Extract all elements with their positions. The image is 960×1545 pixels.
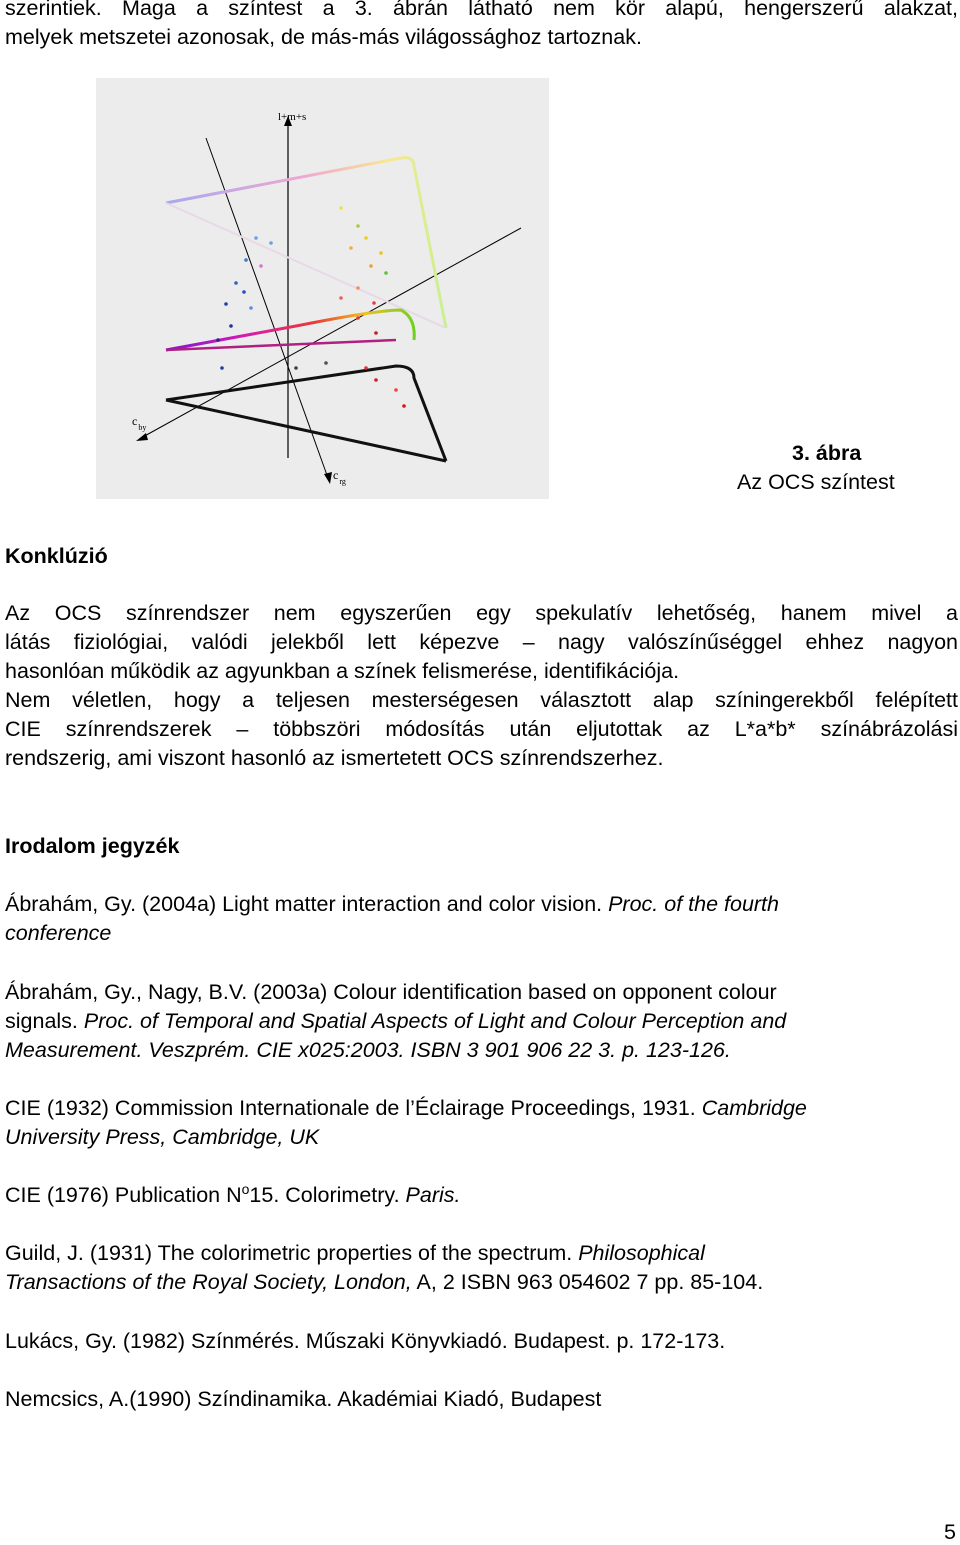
reference-1-line-1: Ábrahám, Gy. (2004a) Light matter interaction and color vision. Proc. of the fourth <box>5 892 779 916</box>
cby-axis-label: $c_{by}$ <box>132 414 147 432</box>
reference-2-line-3: Measurement. Veszprém. CIE x025:2003. ISBN 3 901 906 22 3. p. 123-126. <box>5 1038 731 1062</box>
intro-line-2: melyek metszetei azonosak, de más-más világossághoz tartoznak. <box>5 25 642 49</box>
reference-5-line-1: Guild, J. (1931) The colorimetric properties of the spectrum. Philosophical <box>5 1241 705 1265</box>
conclusion-line-3: hasonlóan működik az agyunkban a színek felismerése, identifikációja. <box>5 659 680 683</box>
conclusion-line-4: Nem véletlen, hogy a teljesen mesterségesen választott alap színingerekből felépített <box>5 688 958 712</box>
ocs-figure-svg <box>96 78 549 499</box>
reference-5-line-2: Transactions of the Royal Society, London, A, 2 ISBN 963 054602 7 pp. 85-104. <box>5 1270 764 1294</box>
conclusion-line-2: látás fiziológiai, valódi jelekből lett képezve – nagy valószínűséggel ehhez nagyon <box>5 630 958 654</box>
reference-7: Nemcsics, A.(1990) Színdinamika. Akadémiai Kiadó, Budapest <box>5 1387 602 1411</box>
crg-axis-label: $c_{rg}$ <box>333 468 346 486</box>
conclusion-line-5: CIE színrendszerek – többszöri módosítás után eljutottak az L*a*b* színábrázolási <box>5 717 958 741</box>
lms-axis-label: l+m+s <box>278 111 307 123</box>
reference-6: Lukács, Gy. (1982) Színmérés. Műszaki Könyvkiadó. Budapest. p. 172-173. <box>5 1329 726 1353</box>
page-number: 5 <box>944 1520 956 1544</box>
reference-3-line-2: University Press, Cambridge, UK <box>5 1125 320 1149</box>
figure-title: Az OCS színtest <box>737 470 895 494</box>
reference-4: CIE (1976) Publication $N^o15$. Colorimetry. Paris. <box>5 1180 461 1207</box>
reference-2-line-1: Ábrahám, Gy., Nagy, B.V. (2003a) Colour identification based on opponent colour <box>5 980 777 1004</box>
ocs-color-solid-figure <box>96 78 549 499</box>
figure-number: 3. ábra <box>792 441 862 465</box>
references-heading: Irodalom jegyzék <box>5 834 180 858</box>
reference-2-line-2: signals. Proc. of Temporal and Spatial Aspects of Light and Colour Perception and <box>5 1009 787 1033</box>
crg-axis <box>206 138 328 478</box>
conclusion-heading: Konklúzió <box>5 544 108 568</box>
conclusion-line-1: Az OCS színrendszer nem egyszerűen egy spekulatív lehetőség, hanem mivel a <box>5 601 958 625</box>
reference-3-line-1: CIE (1932) Commission Internationale de l’Éclairage Proceedings, 1931. Cambridge <box>5 1096 807 1120</box>
intro-line-1: szerintiek. Maga a színtest a 3. ábrán látható nem kör alapú, hengerszerű alakzat, <box>5 0 958 20</box>
reference-1-line-2: conference <box>5 921 112 945</box>
conclusion-line-6: rendszerig, ami viszont hasonló az ismertetett OCS színrendszerhez. <box>5 746 664 770</box>
